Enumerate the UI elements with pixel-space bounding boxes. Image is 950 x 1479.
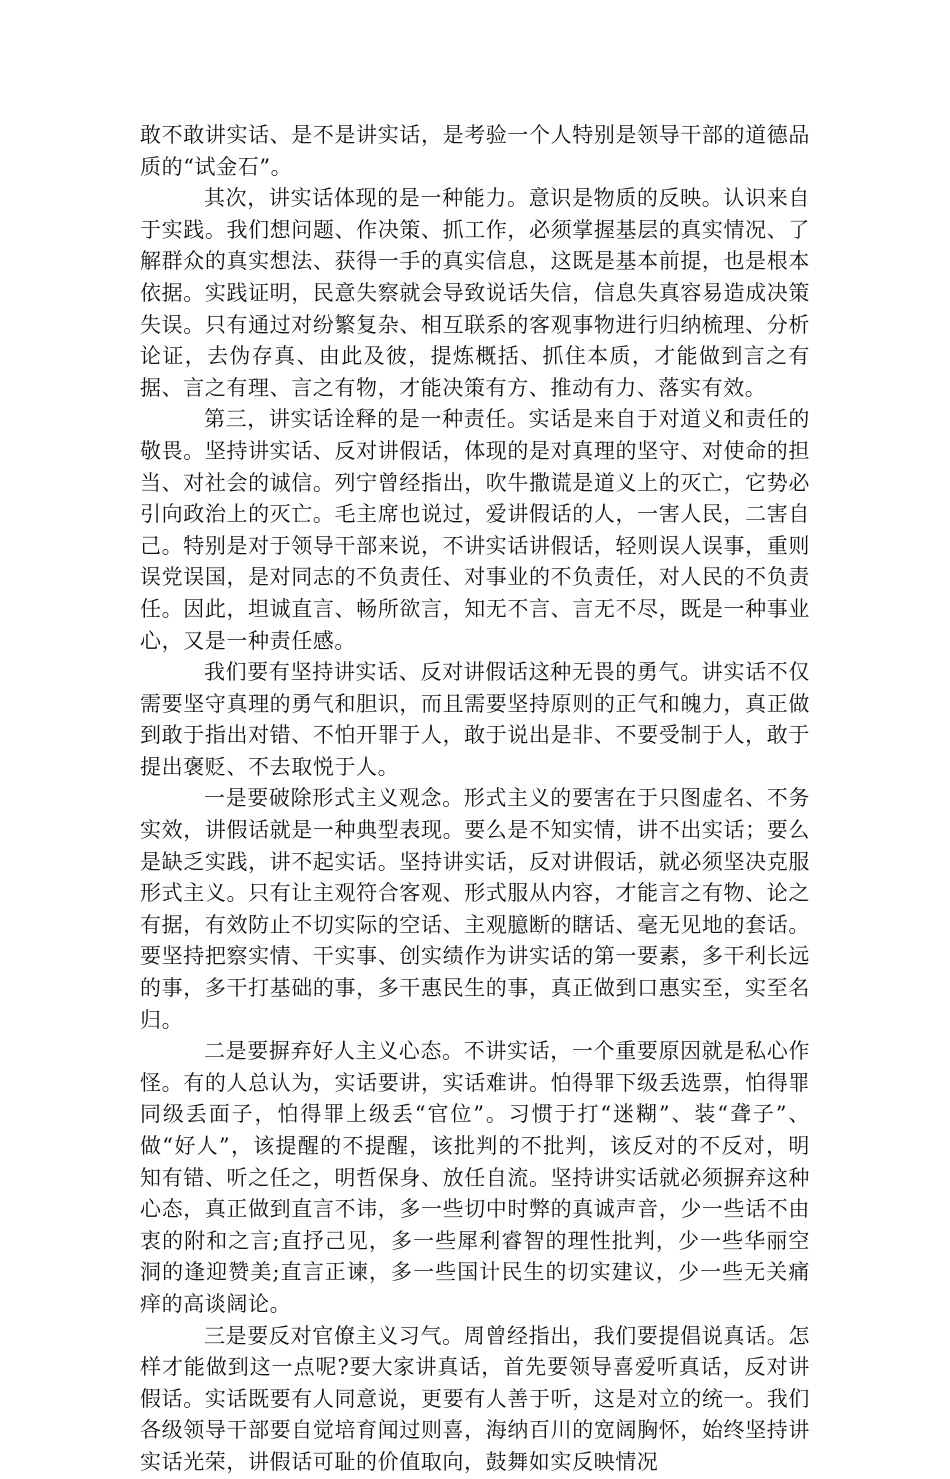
paragraph-3: 第三，讲实话诠释的是一种责任。实话是来自于对道义和责任的敬畏。坚持讲实话、反对讲假话，体现的是对真理的坚守、对使命的担当、对社会的诚信。列宁曾经指出，吹牛撒谎是道义上的灭亡，它势必引向政治上的灭亡。毛主席也说过，爱讲假话的人，一害人民，二害自己。特别是对于领导干部来说，不讲实话讲假话，轻则误人误事，重则误党误国，是对同志的不负责任、对事业的不负责任，对人民的不负责任。因此，坦诚直言、畅所欲言，知无不言、言无不尽，既是一种事业心，又是一种责任感。: [140, 407, 810, 653]
paragraph-7: 三是要反对官僚主义习气。周曾经指出，我们要提倡说真话。怎样才能做到这一点呢?要大家讲真话，首先要领导喜爱听真话，反对讲假话。实话既要有人同意说，更要有人善于听，这是对立的统一。我们各级领导干部要自觉培育闻过则喜，海纳百川的宽阔胸怀，始终坚持讲实话光荣，讲假话可耻的价值取向，鼓舞如实反映情况: [140, 1323, 810, 1474]
paragraph-5: 一是要破除形式主义观念。形式主义的要害在于只图虚名、不务实效，讲假话就是一种典型表现。要么是不知实情，讲不出实话；要么是缺乏实践，讲不起实话。坚持讲实话，反对讲假话，就必须坚决克服形式主义。只有让主观符合客观、形式服从内容，才能言之有物、论之有据，有效防止不切实际的空话、主观臆断的瞎话、毫无见地的套话。要坚持把察实情、干实事、创实绩作为讲实话的第一要素，多干利长远的事，多干打基础的事，多干惠民生的事，真正做到口惠实至，实至名归。: [140, 786, 810, 1032]
paragraph-4: 我们要有坚持讲实话、反对讲假话这种无畏的勇气。讲实话不仅需要坚守真理的勇气和胆识，而且需要坚持原则的正气和魄力，真正做到敢于指出对错、不怕开罪于人，敢于说出是非、不要受制于人，敢于提出褒贬、不去取悦于人。: [140, 660, 810, 779]
document-body: [140, 120, 810, 1479]
paragraph-1: 敢不敢讲实话、是不是讲实话，是考验一个人特别是领导干部的道德品质的“试金石”。: [140, 123, 810, 179]
paragraph-6: 二是要摒弃好人主义心态。不讲实话，一个重要原因就是私心作怪。有的人总认为，实话要讲，实话难讲。怕得罪下级丢选票，怕得罪同级丢面子，怕得罪上级丢“官位”。习惯于打“迷糊”、装“聋子”、做“好人”，该提醒的不提醒，该批判的不批判，该反对的不反对，明知有错、听之任之，明哲保身、放任自流。坚持讲实话就必须摒弃这种心态，真正做到直言不讳，多一些切中时弊的真诚声音，少一些话不由衷的附和之言;直抒己见，多一些犀利睿智的理性批判，少一些华丽空洞的逢迎赞美;直言正谏，多一些国计民生的切实建议，少一些无关痛痒的高谈阔论。: [140, 1039, 810, 1316]
paragraph-2: 其次，讲实话体现的是一种能力。意识是物质的反映。认识来自于实践。我们想问题、作决策、抓工作，必须掌握基层的真实情况、了解群众的真实想法、获得一手的真实信息，这既是基本前提，也是根本依据。实践证明，民意失察就会导致说话失信，信息失真容易造成决策失误。只有通过对纷繁复杂、相互联系的客观事物进行归纳梳理、分析论证，去伪存真、由此及彼，提炼概括、抓住本质，才能做到言之有据、言之有理、言之有物，才能决策有方、推动有力、落实有效。: [140, 186, 810, 400]
